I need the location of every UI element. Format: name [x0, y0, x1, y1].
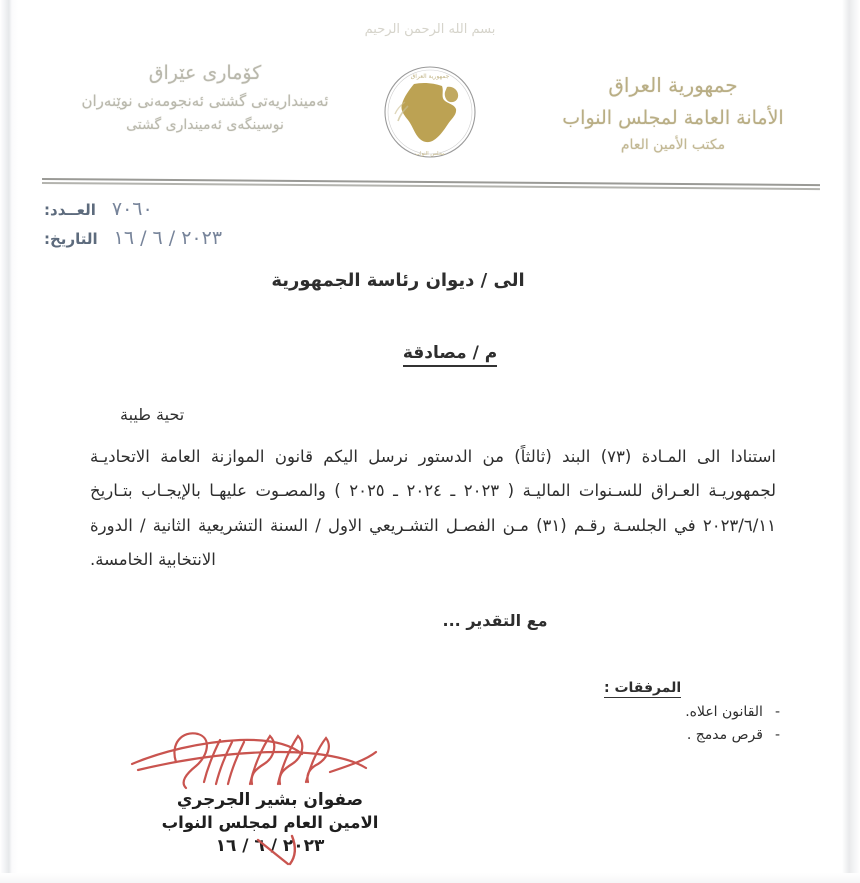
- attachments-title-text: المرفقات :: [604, 680, 682, 696]
- signature-date-wrap: [120, 836, 420, 866]
- reference-date-row: [44, 227, 274, 249]
- attachment-dash: -: [774, 727, 780, 743]
- attachment-dash: -: [774, 704, 780, 720]
- arabic-line-3: مكتب الأمين العام: [620, 137, 726, 154]
- attachments-block: [604, 680, 794, 750]
- attachment-text: القانون اعلاه.: [685, 704, 763, 720]
- iraq-map-seal-emblem: [378, 60, 482, 164]
- kurdish-letterhead-text: [40, 58, 370, 137]
- subject-text: م / مصادقة: [403, 343, 497, 367]
- attachments-title: [604, 680, 794, 696]
- reference-date-value: ٢٠٢٣ / ٦ / ١٦: [113, 227, 223, 249]
- attachments-list: [604, 704, 794, 743]
- signatory-title: الامين العام لمجلس النواب: [161, 813, 379, 832]
- letterhead: [0, 0, 860, 200]
- letter-body: [60, 270, 800, 630]
- handwritten-signature: [120, 722, 420, 792]
- list-item: [604, 704, 794, 720]
- kurdish-line-3: نوسینگەی ئەمینداری گشتی: [126, 117, 284, 134]
- list-item: [604, 727, 794, 743]
- greeting-line: تحية طيبة: [120, 405, 185, 424]
- svg-text:مجلس النواب: مجلس النواب: [415, 151, 445, 157]
- header-divider: [42, 178, 820, 191]
- addressee-line: الى / ديوان رئاسة الجمهورية: [271, 270, 525, 291]
- arabic-line-2: الأمانة العامة لمجلس النواب: [562, 107, 784, 129]
- closing-line: مع التقدير ...: [442, 611, 548, 631]
- basmala-calligraphy: بسم الله الرحمن الرحيم: [364, 22, 496, 37]
- kurdish-line-2: ئەمینداریەتی گشتی ئەنجومەنی نوێنەران: [81, 92, 329, 111]
- arabic-line-1: جمهورية العراق: [608, 73, 738, 97]
- scan-edge-bottom: [0, 873, 860, 883]
- handwritten-date-mark: [248, 830, 318, 870]
- signature-date: ٢٠٢٣ / ٦ / ١٦: [215, 836, 325, 856]
- kurdish-line-1: كۆماری عێراق: [148, 62, 262, 84]
- signature-block: [120, 726, 420, 866]
- reference-number-row: [44, 198, 274, 220]
- body-paragraph: استنادا الى المـادة (٧٣) البند (ثالثاً) من الدستور نرسل اليكم قانون الموازنة العامة الاتحاديـة لجمهوريـة العـراق للسـنوات الماليـة ( ٢٠٢٣ ـ ٢٠٢٤ ـ ٢٠٢٥ ) والمصـوت عليهـا بالإيجـاب بتـاريخ ٢٠٢٣/٦/١١ في الجلسـة رقـم (٣١) مـن الفصـل التشـريعي الاول / السنة التشريعية الثانية / الدورة الانتخابية الخامسة.: [90, 447, 777, 569]
- reference-date-label: التاريخ:: [44, 230, 98, 248]
- reference-number-label: العــدد:: [44, 201, 96, 219]
- signatory-name: صفوان بشير الجرجري: [176, 790, 364, 810]
- arabic-letterhead-text: [548, 68, 798, 158]
- subject-line: [60, 343, 840, 363]
- reference-number-value: ٧٠٦٠: [111, 198, 153, 220]
- reference-block: [44, 198, 274, 256]
- svg-text:جمهورية العراق: جمهورية العراق: [410, 73, 450, 80]
- attachment-text: قرص مدمج .: [686, 727, 763, 743]
